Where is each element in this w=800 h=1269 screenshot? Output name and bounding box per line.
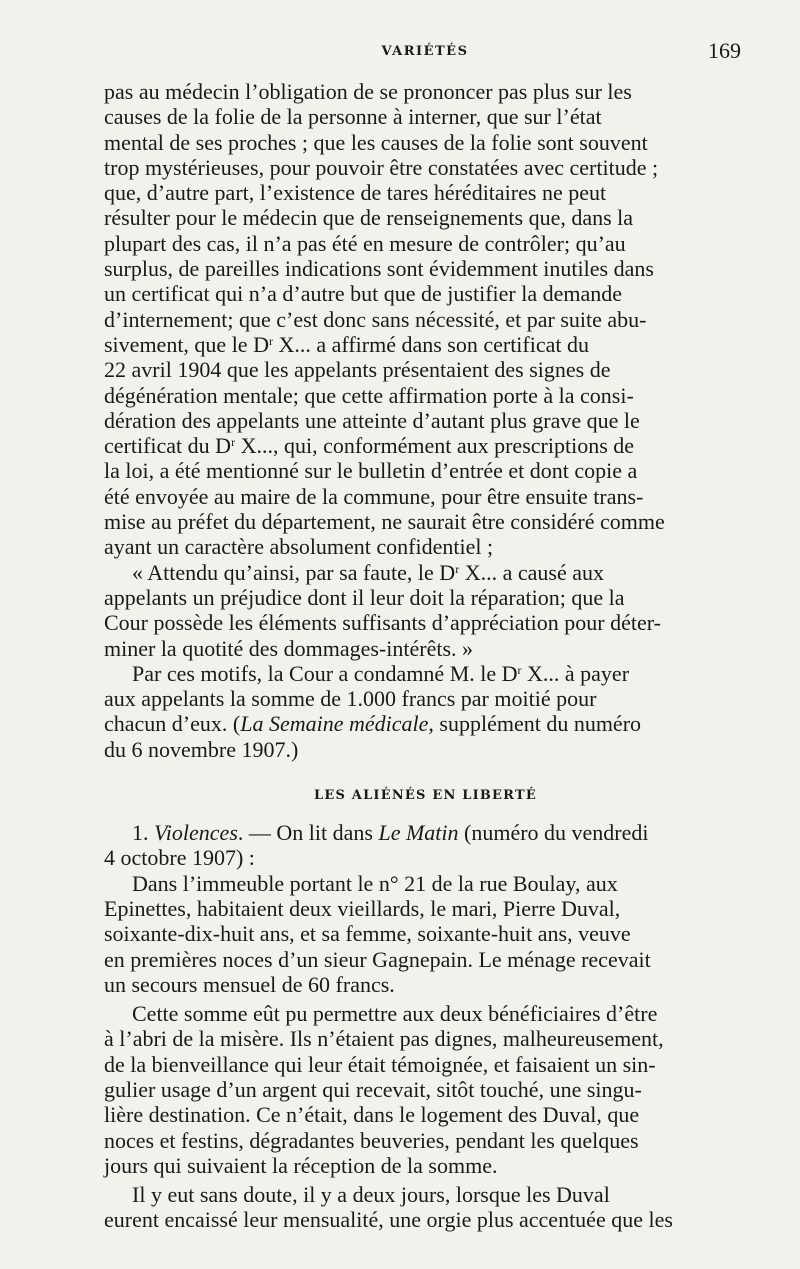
running-head: VARIÉTÉS <box>381 44 469 59</box>
text-line <box>104 332 747 357</box>
text-line: dération des appelants une atteinte d’autant plus grave que le <box>104 407 640 433</box>
page-body <box>104 79 747 1233</box>
text-line: résulter pour le médecin que de renseignements que, dans la <box>104 205 634 231</box>
text-line: ayant un caractère absolument confidentiel ; <box>104 534 494 560</box>
text-fragment: X... a affirmé dans son certificat du <box>272 331 590 357</box>
text-line: Cette somme eût pu permettre aux deux bénéficiaires d’être <box>132 1001 658 1027</box>
text-line: Il y eut sans doute, il y a deux jours, lorsque les Duval <box>132 1182 610 1208</box>
text-line: plupart des cas, il n’a pas été en mesure de contrôler; qu’au <box>104 230 626 256</box>
text-line: eurent encaissé leur mensualité, une orgie plus accentuée que les <box>104 1207 673 1233</box>
text-fragment: chacun d’eux. ( <box>104 711 241 737</box>
text-line: d’internement; que c’est donc sans nécessité, et par suite abu- <box>104 306 647 332</box>
item-title: Violences <box>154 820 238 846</box>
text-fragment: , supplément du numéro <box>428 711 642 737</box>
text-line: du 6 novembre 1907.) <box>104 736 299 762</box>
text-line: été envoyée au maire de la commune, pour être ensuite trans- <box>104 483 644 509</box>
newspaper-title: Le Matin <box>378 820 459 846</box>
paragraph-violences-heading <box>104 820 747 871</box>
superscript: r <box>268 333 273 348</box>
text-line: trop mystérieuses, pour pouvoir être constatées avec certitude ; <box>104 154 659 180</box>
text-line: un secours mensuel de 60 francs. <box>104 971 395 997</box>
text-line: dégénération mentale; que cette affirmation porte à la consi- <box>104 382 634 408</box>
text-line: jours qui suivaient la réception de la somme. <box>104 1152 498 1178</box>
text-line <box>104 711 747 736</box>
paragraph-court-ruling <box>104 79 747 560</box>
paragraph-attendu <box>104 560 747 661</box>
text-line: que, d’autre part, l’existence de tares héréditaires ne peut <box>104 180 607 206</box>
paragraph-duval-household <box>104 871 747 997</box>
text-line: mental de ses proches ; que les causes de la folie sont souvent <box>104 129 648 155</box>
text-line: appelants un préjudice dont il leur doit la réparation; que la <box>104 584 625 610</box>
text-line: surplus, de pareilles indications sont évidemment inutiles dans <box>104 256 654 282</box>
text-line: lière destination. Ce n’était, dans le logement des Duval, que <box>104 1102 640 1128</box>
text-line: de la bienveillance qui leur était témoignée, et faisaient un sin- <box>104 1051 656 1077</box>
superscript: r <box>455 561 460 576</box>
text-fragment: Par ces motifs, la Cour a condamné M. le D <box>132 660 518 686</box>
section-title: LES ALIÉNÉS EN LIBERTÉ <box>314 788 537 804</box>
text-fragment: X... a causé aux <box>459 559 604 585</box>
text-line <box>104 433 747 458</box>
text-line: miner la quotité des dommages-intérêts. » <box>104 635 474 661</box>
text-line <box>104 560 747 585</box>
text-fragment: . — On lit dans <box>237 820 379 846</box>
text-line: Cour possède les éléments suffisants d’appréciation pour déter- <box>104 610 661 636</box>
item-number: 1. <box>132 820 154 846</box>
text-line: Dans l’immeuble portant le n° 21 de la rue Boulay, aux <box>132 870 618 896</box>
text-line <box>104 820 747 845</box>
text-line: Epinettes, habitaient deux vieillards, le mari, Pierre Duval, <box>104 895 621 921</box>
superscript: r <box>231 435 236 450</box>
text-line: causes de la folie de la personne à interner, que sur l’état <box>104 104 602 130</box>
text-line: soixante-dix-huit ans, et sa femme, soixante-huit ans, veuve <box>104 921 631 947</box>
text-line: gulier usage d’un argent qui recevait, sitôt touché, une singu- <box>104 1076 642 1102</box>
text-fragment: certificat du D <box>104 433 232 459</box>
text-fragment: (numéro du vendredi <box>458 820 649 846</box>
text-line: mise au préfet du département, ne saurait être considéré comme <box>104 509 665 535</box>
text-line: en premières noces d’un sieur Gagnepain. Le ménage recevait <box>104 946 651 972</box>
journal-title: La Semaine médicale <box>240 711 429 737</box>
text-line: un certificat qui n’a d’autre but que de justifier la demande <box>104 281 623 307</box>
superscript: r <box>517 662 522 677</box>
text-line <box>104 661 747 686</box>
text-line: à l’abri de la misère. Ils n’étaient pas dignes, malheureusement, <box>104 1026 664 1052</box>
text-line: 4 octobre 1907) : <box>104 845 255 871</box>
text-fragment: X... à payer <box>521 660 630 686</box>
text-line: 22 avril 1904 que les appelants présentaient des signes de <box>104 357 611 383</box>
page-number: 169 <box>708 38 741 63</box>
text-fragment: sivement, que le D <box>104 331 269 357</box>
page-header <box>105 38 745 68</box>
paragraph-verdict <box>104 661 747 762</box>
text-line: pas au médecin l’obligation de se prononcer pas plus sur les <box>104 79 632 104</box>
text-fragment: X..., qui, conformément aux prescriptions de <box>235 433 635 459</box>
text-line: noces et festins, dégradantes beuveries, pendant les quelques <box>104 1127 639 1153</box>
text-line: la loi, a été mentionné sur le bulletin d’entrée et dont copie a <box>104 458 638 484</box>
text-fragment: « Attendu qu’ainsi, par sa faute, le D <box>132 559 456 585</box>
paragraph-misuse <box>104 1001 747 1178</box>
text-line: aux appelants la somme de 1.000 francs par moitié pour <box>104 686 597 712</box>
paragraph-orgy <box>104 1182 747 1233</box>
